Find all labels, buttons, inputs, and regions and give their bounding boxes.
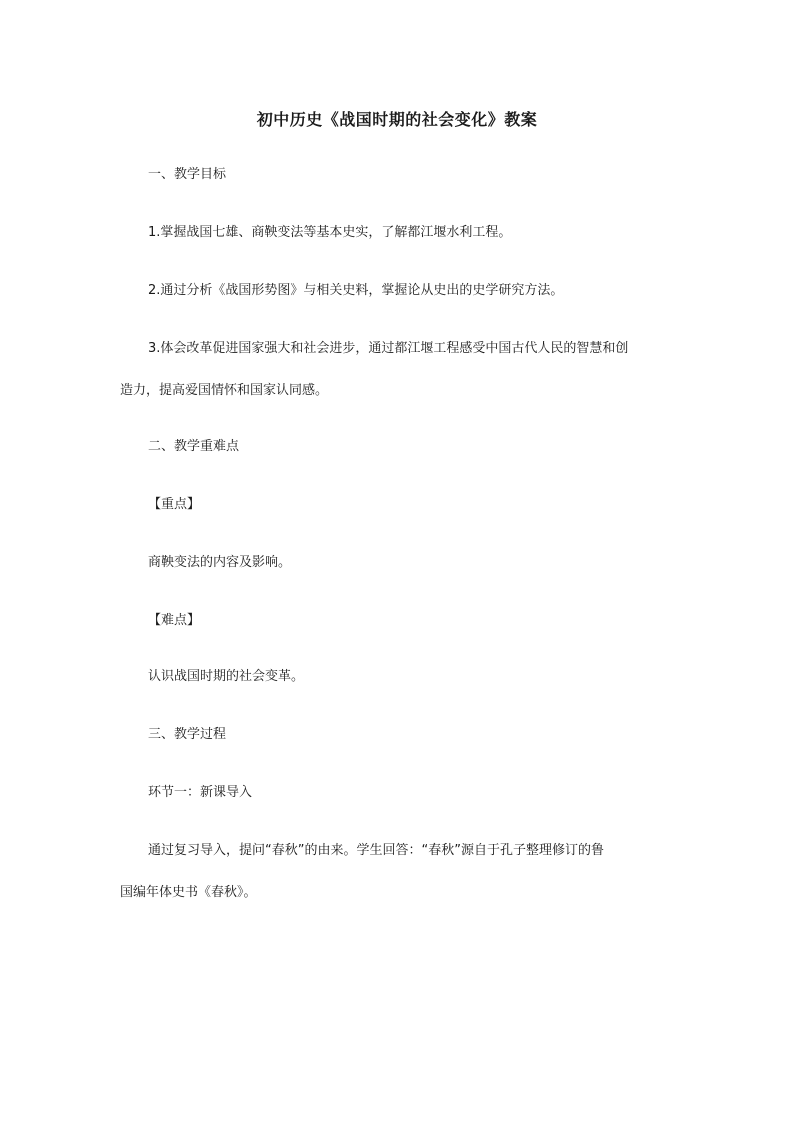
objective-2: 2.通过分析《战国形势图》与相关史料，掌握论从史出的史学研究方法。 bbox=[148, 283, 564, 298]
step-1-heading: 环节一：新课导入 bbox=[148, 785, 253, 800]
objective-3-line-1: 3.体会改革促进国家强大和社会进步，通过都江堰工程感受中国古代人民的智慧和创 bbox=[148, 341, 629, 356]
step-1-text-line-1: 通过复习导入，提问“春秋”的由来。学生回答：“春秋”源自于孔子整理修订的鲁 bbox=[148, 843, 604, 858]
section-heading-process: 三、教学过程 bbox=[148, 727, 227, 742]
objective-3-line-2: 造力，提高爱国情怀和国家认同感。 bbox=[120, 383, 329, 398]
key-point-text: 商鞅变法的内容及影响。 bbox=[148, 555, 292, 570]
difficulty-text: 认识战国时期的社会变革。 bbox=[148, 669, 305, 684]
difficulty-label: 【难点】 bbox=[148, 613, 201, 628]
section-heading-key-points: 二、教学重难点 bbox=[148, 439, 240, 454]
section-heading-objectives: 一、教学目标 bbox=[148, 167, 227, 182]
key-point-label: 【重点】 bbox=[148, 497, 201, 512]
document-title: 初中历史《战国时期的社会变化》教案 bbox=[256, 110, 538, 129]
objective-1: 1.掌握战国七雄、商鞅变法等基本史实，了解都江堰水利工程。 bbox=[148, 225, 512, 240]
step-1-text-line-2: 国编年体史书《春秋》。 bbox=[120, 885, 257, 900]
